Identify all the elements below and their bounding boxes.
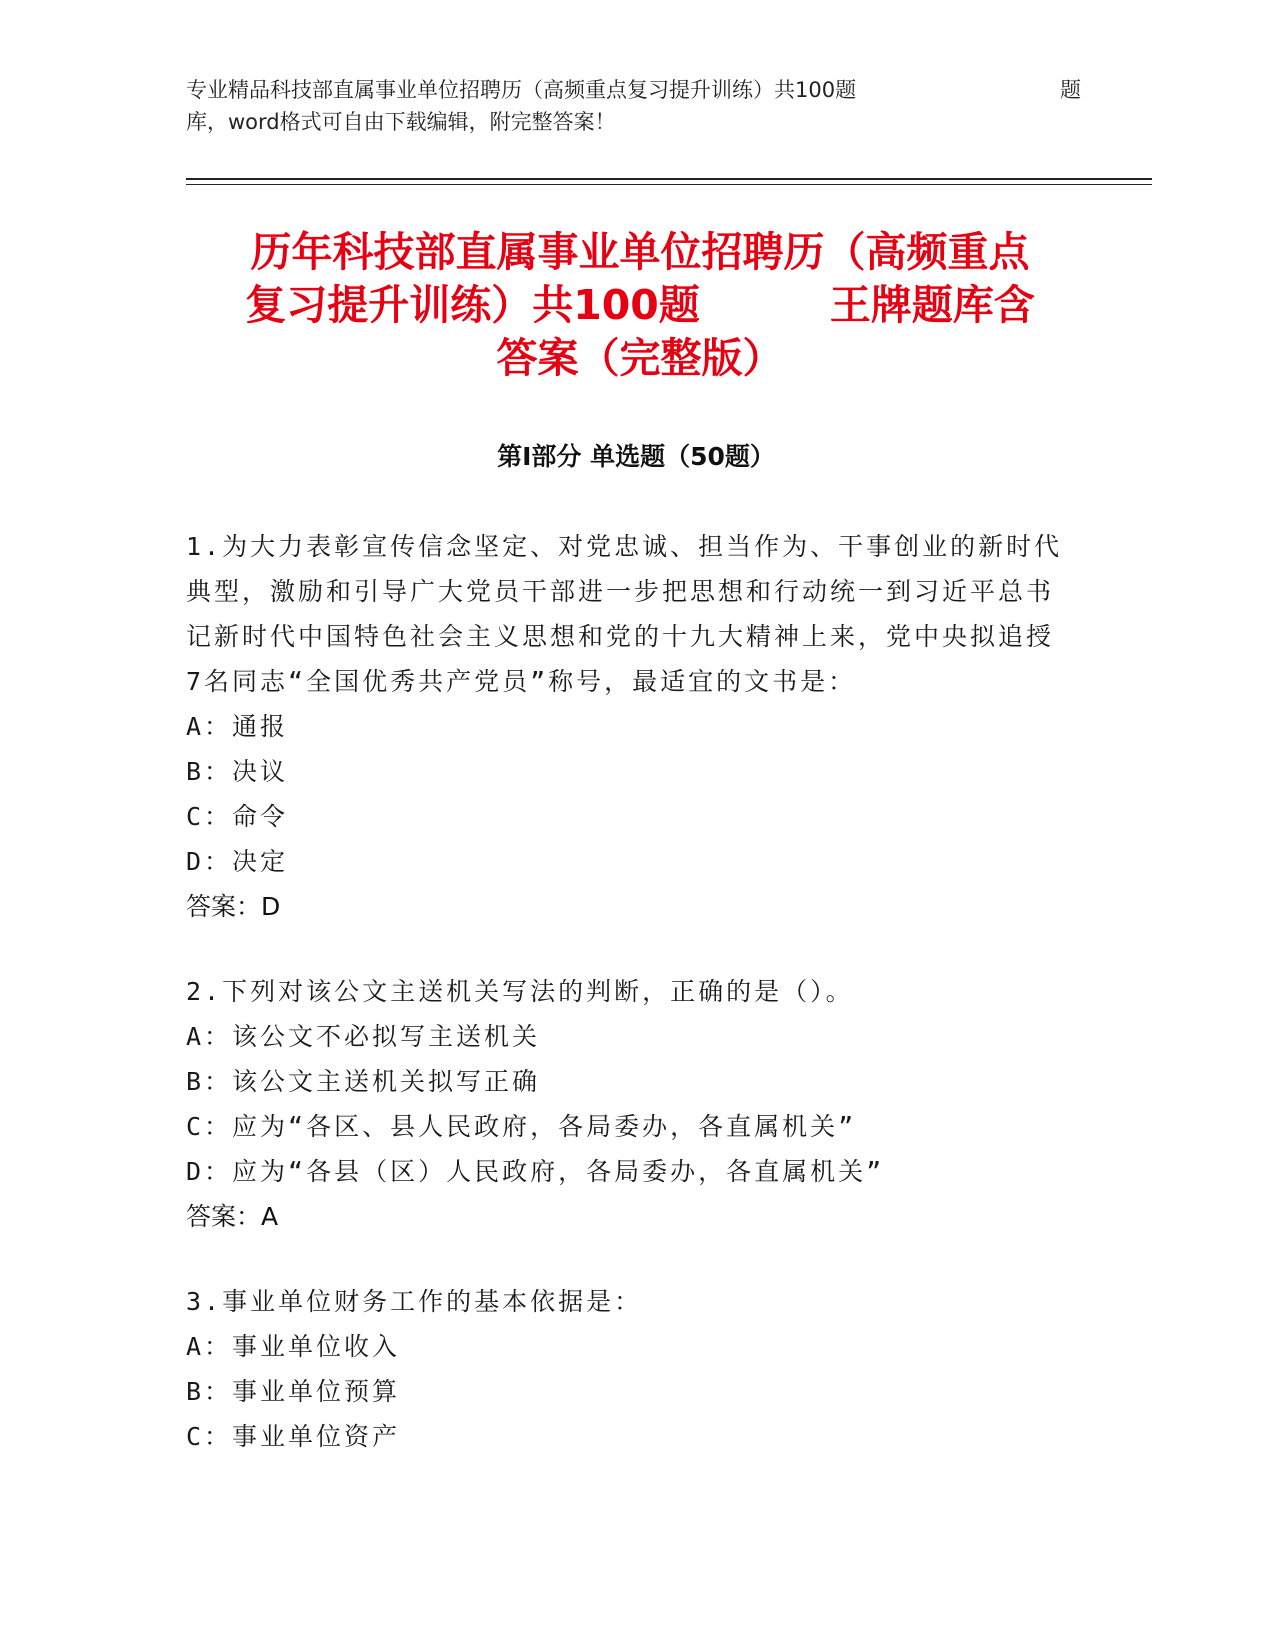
section-heading: 第Ⅰ部分 单选题（50题） [497,442,775,471]
question-2 [186,969,1066,1239]
question-text: 3.事业单位财务工作的基本依据是： [186,1287,643,1316]
answer: 答案：A [186,1202,279,1231]
option-c: C：命令 [186,802,289,831]
question-text: 1.为大力表彰宣传信念坚定、对党忠诚、担当作为、干事创业的新时代典型，激励和引导广大党员干部进一步把思想和行动统一到习近平总书记新时代中国特色社会主义思想和党的十九大精神上来，党中央拟追授7名同志“全国优秀共产党员”称号，最适宜的文书是： [186,532,1063,696]
question-1 [186,524,1066,929]
option-d: D：应为“各县（区）人民政府，各局委办，各直属机关” [186,1157,885,1186]
header-rule-thick [186,178,1152,180]
option-b: B：决议 [186,757,289,786]
title-line-2a: 复习提升训练）共100题 [245,281,700,329]
header-line-1-text: 专业精品科技部直属事业单位招聘历（高频重点复习提升训练）共100题 [186,78,857,102]
option-c: C：应为“各区、县人民政府，各局委办，各直属机关” [186,1112,857,1141]
header-line-1-tail: 题 [1060,78,1081,102]
page-header [186,74,1086,138]
title-line-1: 历年科技部直属事业单位招聘历（高频重点 [250,228,1030,276]
option-a: A：该公文不必拟写主送机关 [186,1022,541,1051]
header-rule-thin [186,184,1152,185]
question-3 [186,1279,1066,1459]
question-list [186,524,1066,1499]
answer: 答案：D [186,892,281,921]
option-d: D：决定 [186,847,289,876]
option-b: B：事业单位预算 [186,1377,401,1406]
title-line-3: 答案（完整版） [496,334,784,382]
title-line-2 [160,279,1120,332]
title-line-2b: 王牌题库含 [829,281,1035,329]
header-line-1 [186,74,1086,106]
header-line-2: 库，word格式可自由下载编辑，附完整答案！ [186,110,616,134]
option-b: B：该公文主送机关拟写正确 [186,1067,541,1096]
option-a: A：通报 [186,712,289,741]
option-a: A：事业单位收入 [186,1332,401,1361]
question-text: 2.下列对该公文主送机关写法的判断，正确的是（）。 [186,977,854,1006]
option-c: C：事业单位资产 [186,1422,401,1451]
document-title [160,226,1120,385]
